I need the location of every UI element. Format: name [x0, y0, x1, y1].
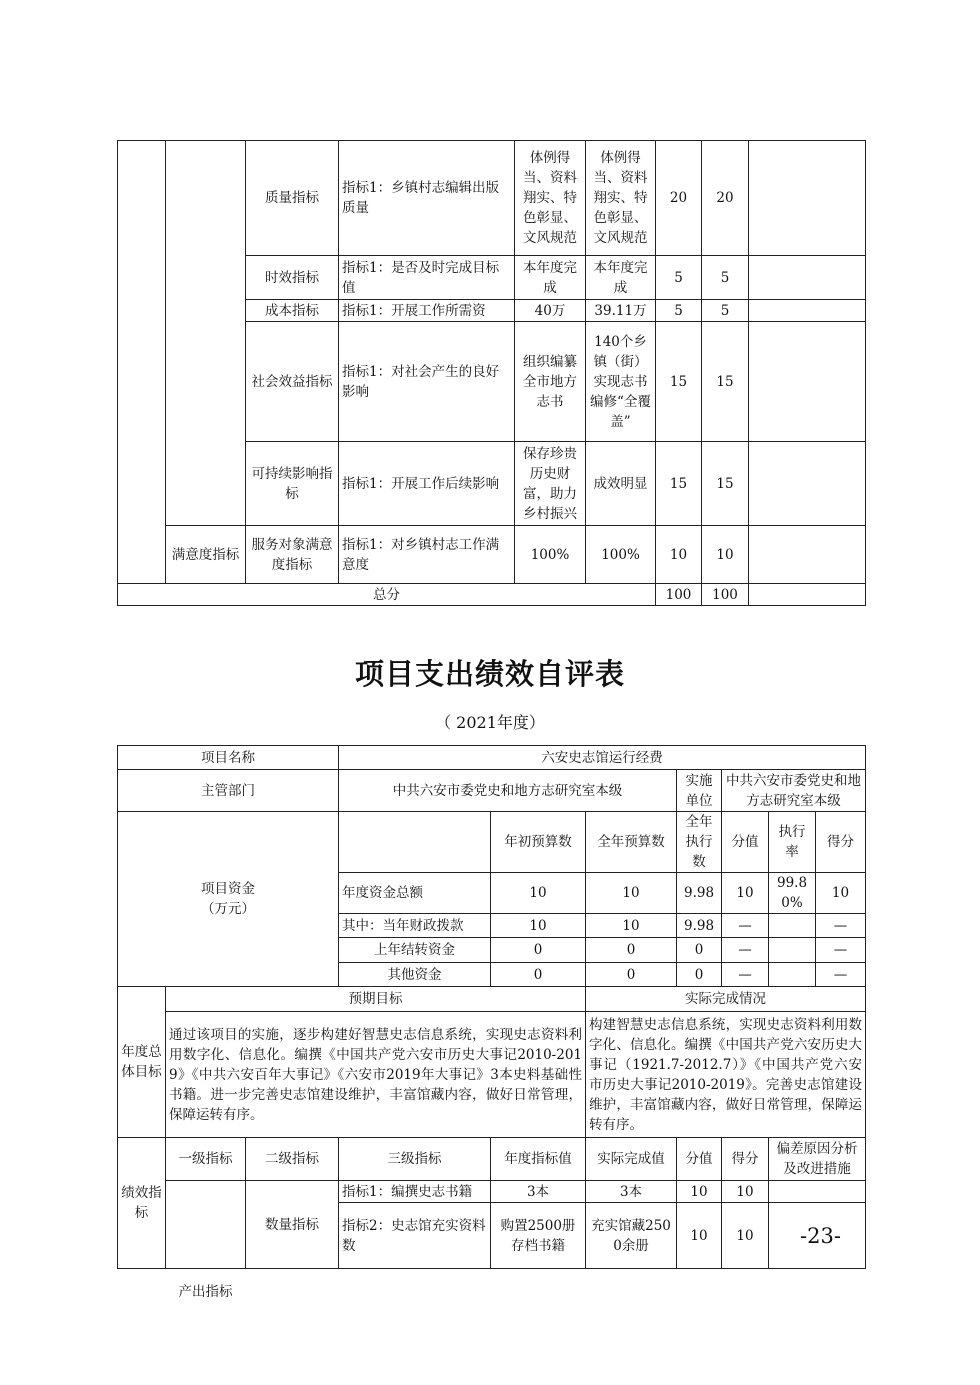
deviation-cell [749, 526, 866, 584]
actual-goal-text: 构建智慧史志信息系统，实现史志资料利用数字化、信息化。编撰《中国共产党六安历史大事记（1921.7-2012.7）》《中国共产党六安市历史大事记2010-2019》。完善史志馆建设维护，丰富馆藏内容，做好日常管理，保障运转有序。 [586, 1012, 866, 1138]
funds-cell: 0 [677, 938, 722, 963]
funds-row-label: 上年结转资金 [339, 938, 491, 963]
funds-cell: — [722, 914, 769, 938]
output-indicator-text: 产出指标 [178, 1284, 233, 1300]
weight-value: 10 [677, 1181, 722, 1203]
funds-header: 全年预算数 [586, 812, 677, 873]
deviation-cell [749, 256, 866, 300]
third-level-label: 指标1：开展工作所需资 [339, 300, 515, 322]
funds-header: 年初预算数 [491, 812, 586, 873]
perf-header: 三级指标 [339, 1138, 491, 1181]
deviation-cell [749, 322, 866, 442]
dept-label: 主管部门 [118, 770, 339, 812]
actual-value: 成效明显 [586, 442, 656, 526]
perf-header: 实际完成值 [586, 1138, 677, 1181]
target-value: 100% [515, 526, 586, 584]
project-table-main [117, 745, 866, 1300]
funds-cell: 10 [491, 873, 586, 914]
perf-header: 偏差原因分析及改进措施 [769, 1138, 866, 1181]
goal-header-row [118, 987, 866, 1012]
funds-cell [769, 963, 816, 987]
project-name-label: 项目名称 [118, 746, 339, 770]
goal-content-row [118, 1012, 866, 1138]
funds-cell: 99.80% [769, 873, 816, 914]
weight-value: 5 [656, 256, 702, 300]
funds-header: 得分 [816, 812, 866, 873]
score-value: 15 [702, 442, 749, 526]
funds-cell: 0 [586, 938, 677, 963]
deviation-cell [749, 300, 866, 322]
second-level-label: 时效指标 [246, 256, 339, 300]
funds-row-label: 其中：当年财政拨款 [339, 914, 491, 938]
weight-value: 15 [656, 322, 702, 442]
quantity-indicator-label: 数量指标 [246, 1181, 339, 1269]
funds-cell [769, 914, 816, 938]
top-performance-table [117, 140, 866, 606]
funds-cell: — [722, 938, 769, 963]
target-value: 购置2500册存档书籍 [491, 1203, 586, 1269]
deviation-cell [749, 584, 866, 606]
third-level-label: 指标1：开展工作后续影响 [339, 442, 515, 526]
funds-cell: 10 [491, 914, 586, 938]
target-value: 保存珍贵历史财富，助力乡村振兴 [515, 442, 586, 526]
actual-value: 140个乡镇（街）实现志书编修“全覆盖” [586, 322, 656, 442]
score-value: 10 [722, 1181, 769, 1203]
second-level-label: 服务对象满意度指标 [246, 526, 339, 584]
actual-value: 本年度完成 [586, 256, 656, 300]
funds-cell: — [722, 963, 769, 987]
funds-header: 分值 [722, 812, 769, 873]
third-level-label: 指标2：史志馆充实资料数 [339, 1203, 491, 1269]
funds-cell: 9.98 [677, 873, 722, 914]
output-indicator-label [166, 1181, 246, 1300]
third-level-label: 指标1：对乡镇村志工作满意度 [339, 526, 515, 584]
page-title: 项目支出绩效自评表 [354, 657, 625, 691]
funds-cell: 0 [586, 963, 677, 987]
first-level-label: 满意度指标 [166, 526, 246, 584]
funds-header: 全年执行数 [677, 812, 722, 873]
third-level-label: 指标1：乡镇村志编辑出版质量 [339, 141, 515, 256]
quality-row [118, 141, 866, 256]
department-row [118, 770, 866, 812]
funds-row-label: 其他资金 [339, 963, 491, 987]
third-level-label: 指标1：对社会产生的良好影响 [339, 322, 515, 442]
first-level-cell-empty [118, 141, 166, 584]
score-value: 15 [702, 322, 749, 442]
second-level-label: 社会效益指标 [246, 322, 339, 442]
funds-header-row [118, 812, 866, 873]
weight-value: 20 [656, 141, 702, 256]
funds-cell: 10 [586, 914, 677, 938]
perf-header: 一级指标 [166, 1138, 246, 1181]
target-value: 3本 [491, 1181, 586, 1203]
actual-value: 体例得当、资料翔实、特色彰显、文风规范 [586, 141, 656, 256]
funds-label: 项目资金 （万元） [118, 812, 339, 987]
funds-header: 执行率 [769, 812, 816, 873]
third-level-label: 指标1：是否及时完成目标值 [339, 256, 515, 300]
deviation-cell [749, 442, 866, 526]
satisfaction-row [118, 526, 866, 584]
funds-cell: 10 [722, 873, 769, 914]
perf-header: 二级指标 [246, 1138, 339, 1181]
actual-value: 100% [586, 526, 656, 584]
funds-cell: 0 [491, 938, 586, 963]
funds-cell: 0 [491, 963, 586, 987]
funds-cell: 10 [586, 873, 677, 914]
dept-value: 中共六安市委党史和地方志研究室本级 [339, 770, 677, 812]
deviation-cell [749, 141, 866, 256]
target-value: 40万 [515, 300, 586, 322]
funds-header-empty [339, 812, 491, 873]
year-subtitle: （ 2021年度） [435, 713, 545, 732]
funds-cell: — [816, 938, 866, 963]
expected-goal-text: 通过该项目的实施，逐步构建好智慧史志信息系统，实现史志资料利用数字化、信息化。编撰《中国共产党六安市历史大事记2010-2019》《中共六安百年大事记》《六安市2019年大事记》3本史料基础性书籍。进一步完善史志馆建设维护，丰富馆藏内容，做好日常管理，保障运转有序。 [166, 1012, 586, 1138]
score-value: 20 [702, 141, 749, 256]
score-value: 10 [722, 1203, 769, 1269]
perf-header: 分值 [677, 1138, 722, 1181]
first-level-effect-cell-empty [166, 141, 246, 526]
total-score: 100 [702, 584, 749, 606]
actual-value: 39.11万 [586, 300, 656, 322]
second-level-label: 成本指标 [246, 300, 339, 322]
project-name-row [118, 746, 866, 770]
impl-label: 实施单位 [677, 770, 722, 812]
target-value: 体例得当、资料翔实、特色彰显、文风规范 [515, 141, 586, 256]
actual-value: 3本 [586, 1181, 677, 1203]
funds-cell: — [816, 914, 866, 938]
deviation-cell [769, 1181, 866, 1203]
page-number: -23- [800, 1224, 841, 1248]
impl-value: 中共六安市委党史和地方志研究室本级 [722, 770, 866, 812]
annual-goal-label: 年度总体目标 [118, 987, 166, 1138]
quantity-row-1 [118, 1181, 866, 1203]
perf-header: 年度指标值 [491, 1138, 586, 1181]
third-level-label: 指标1：编撰史志书籍 [339, 1181, 491, 1203]
funds-cell: 0 [677, 963, 722, 987]
funds-cell: 10 [816, 873, 866, 914]
actual-goal-header: 实际完成情况 [586, 987, 866, 1012]
project-name-value: 六安史志馆运行经费 [339, 746, 866, 770]
perf-header-row [118, 1138, 866, 1181]
score-value: 5 [702, 300, 749, 322]
total-label: 总分 [118, 584, 656, 606]
funds-cell [769, 938, 816, 963]
total-row [118, 584, 866, 606]
weight-value: 5 [656, 300, 702, 322]
actual-value: 充实馆藏2500余册 [586, 1203, 677, 1269]
expected-goal-header: 预期目标 [166, 987, 586, 1012]
perf-header: 得分 [722, 1138, 769, 1181]
score-value: 10 [702, 526, 749, 584]
second-level-label: 可持续影响指标 [246, 442, 339, 526]
funds-cell: 9.98 [677, 914, 722, 938]
funds-row-label: 年度资金总额 [339, 873, 491, 914]
funds-cell: — [816, 963, 866, 987]
weight-value: 10 [656, 526, 702, 584]
total-weight: 100 [656, 584, 702, 606]
weight-value: 10 [677, 1203, 722, 1269]
perf-indicator-label: 绩效指标 [118, 1138, 166, 1269]
target-value: 本年度完成 [515, 256, 586, 300]
score-value: 5 [702, 256, 749, 300]
second-level-label: 质量指标 [246, 141, 339, 256]
weight-value: 15 [656, 442, 702, 526]
target-value: 组织编纂全市地方志书 [515, 322, 586, 442]
